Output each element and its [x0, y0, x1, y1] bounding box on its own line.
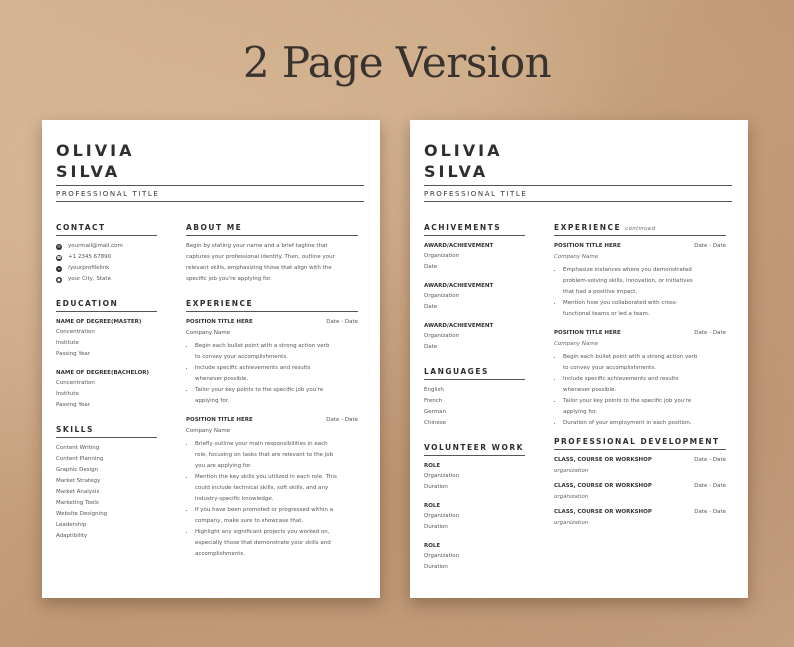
course-org: organization	[554, 520, 589, 526]
achievement-entry	[424, 321, 525, 353]
achievement-org: Organization	[424, 293, 460, 299]
professional-title: PROFESSIONAL TITLE	[56, 190, 160, 198]
institute: Institute	[56, 340, 79, 346]
bullet-item: • Briefly outline your main responsibilities in each role, focusing on tasks that are relevant to the job you are applying for.	[195, 439, 358, 472]
volunteer-duration: Duration	[424, 524, 448, 530]
left-column	[56, 223, 157, 542]
first-name: OLIVIA	[424, 141, 503, 160]
job-entry	[554, 241, 726, 320]
volunteer-duration: Duration	[424, 484, 448, 490]
language-item: French	[424, 398, 443, 404]
company-name: Company Name	[186, 330, 231, 336]
education-heading: EDUCATION	[56, 299, 157, 312]
company-name: Company Name	[554, 254, 599, 260]
bullet-item: • Begin each bullet point with a strong action verb to convey your accomplishments.	[563, 352, 726, 374]
resume-page-1	[42, 120, 380, 598]
about-line: captures your professional identity. Then, outline your	[186, 254, 335, 260]
achievement-date: Date	[424, 304, 438, 310]
volunteer-org: Organization	[424, 473, 460, 479]
job-entry	[186, 415, 358, 560]
degree-name: NAME OF DEGREE(MASTER)	[56, 319, 142, 325]
volunteer-entry	[424, 461, 525, 493]
resume-page-2	[410, 120, 748, 598]
achievement-title: AWARD/ACHIEVEMENT	[424, 243, 494, 249]
languages-heading: LANGUAGES	[424, 367, 525, 380]
language-item: Chinese	[424, 420, 446, 426]
volunteer-role: ROLE	[424, 503, 441, 509]
bullet-list	[554, 352, 726, 429]
course-org: organization	[554, 494, 589, 500]
bullet-item: • Tailor your key points to the specific job you're applying for.	[563, 396, 726, 418]
job-entry	[186, 317, 358, 407]
right-column	[554, 223, 726, 529]
contact-item[interactable]	[56, 274, 157, 285]
left-column	[424, 223, 525, 573]
achievement-title: AWARD/ACHIEVEMENT	[424, 283, 494, 289]
bullet-item: • If you have been promoted or progressed within a company, make sure to showcase that.	[195, 505, 358, 527]
passing-year: Passing Year	[56, 351, 91, 357]
about-text	[186, 241, 358, 285]
contact-item[interactable]	[56, 241, 157, 252]
skill-item: Leadership	[56, 522, 87, 528]
banner-title: 2 Page Version	[242, 38, 552, 87]
volunteer-org: Organization	[424, 553, 460, 559]
degree-name: NAME OF DEGREE(BACHELOR)	[56, 370, 150, 376]
concentration: Concentration	[56, 380, 95, 386]
company-name: Company Name	[186, 428, 231, 434]
achievement-title: AWARD/ACHIEVEMENT	[424, 323, 494, 329]
bullet-item: • Include specific achievements and results whenever possible.	[563, 374, 726, 396]
position-title: POSITION TITLE HERE	[554, 330, 621, 336]
skill-item: Website Designing	[56, 511, 108, 517]
contact-link: /yourprofilelink	[68, 265, 110, 271]
course-title: CLASS, COURSE OR WORKSHOP	[554, 509, 652, 515]
divider	[56, 201, 364, 202]
job-dates: Date - Date	[326, 319, 358, 325]
bullet-list	[554, 265, 726, 320]
achievements-heading: ACHIVEMENTS	[424, 223, 525, 236]
achievement-org: Organization	[424, 253, 460, 259]
company-name: Company Name	[554, 341, 599, 347]
contact-item[interactable]	[56, 252, 157, 263]
skill-item: Market Strategy	[56, 478, 101, 484]
divider	[424, 185, 732, 186]
skills-heading: SKILLS	[56, 425, 157, 438]
bullet-item: • Mention the key skills you utilized in each role. This could include technical skills, soft skills, and any industry-specific knowledge.	[195, 472, 358, 505]
link-icon: ∞	[57, 265, 61, 271]
volunteer-duration: Duration	[424, 564, 448, 570]
achievement-date: Date	[424, 344, 438, 350]
volunteer-entry	[424, 541, 525, 573]
course-org: organization	[554, 468, 589, 474]
bullet-list	[186, 341, 358, 407]
contact-phone: +1 2345 67890	[68, 254, 112, 260]
divider	[56, 185, 364, 186]
volunteer-org: Organization	[424, 513, 460, 519]
mail-icon: ✉	[57, 243, 61, 249]
achievement-entry	[424, 281, 525, 313]
location-icon: ●	[57, 276, 61, 282]
bullet-item: • Tailor your key points to the specific job you're applying for.	[195, 385, 358, 407]
resume-name	[424, 140, 502, 182]
phone-icon: ☎	[56, 254, 62, 260]
course-dates: Date - Date	[694, 457, 726, 463]
contact-location: your City, State	[68, 276, 111, 282]
job-entry	[554, 328, 726, 429]
language-item: German	[424, 409, 447, 415]
about-line: specific job you're applying for.	[186, 276, 272, 282]
skills-list	[56, 443, 157, 542]
skill-item: Adaptibility	[56, 533, 88, 539]
contact-heading: CONTACT	[56, 223, 157, 236]
last-name: SILVA	[56, 162, 121, 181]
bullet-item: • Mention how you collaborated with cross- functional teams or led a team.	[563, 298, 726, 320]
contact-item[interactable]	[56, 263, 157, 274]
course-title: CLASS, COURSE OR WORKSHOP	[554, 483, 652, 489]
volunteer-role: ROLE	[424, 463, 441, 469]
divider	[424, 201, 732, 202]
languages-list	[424, 385, 525, 429]
volunteer-heading: VOLUNTEER WORK	[424, 443, 525, 456]
job-dates: Date - Date	[694, 243, 726, 249]
course-dates: Date - Date	[694, 509, 726, 515]
volunteer-entry	[424, 501, 525, 533]
about-line: Begin by stating your name and a brief tagline that	[186, 243, 328, 249]
institute: Institute	[56, 391, 79, 397]
last-name: SILVA	[424, 162, 489, 181]
achievement-entry	[424, 241, 525, 273]
skill-item: Marketing Tools	[56, 500, 99, 506]
position-title: POSITION TITLE HERE	[186, 319, 253, 325]
volunteer-role: ROLE	[424, 543, 441, 549]
education-entry	[56, 368, 157, 411]
bullet-item: • Include specific achievements and results whenever possible.	[195, 363, 358, 385]
passing-year: Passing Year	[56, 402, 91, 408]
bullet-item: • Highlight any significant projects you worked on, especially those that demonstrate your skills and accomplishments.	[195, 527, 358, 560]
resume-name	[56, 140, 134, 182]
course-dates: Date - Date	[694, 483, 726, 489]
professional-title: PROFESSIONAL TITLE	[424, 190, 528, 198]
skill-item: Content Planning	[56, 456, 104, 462]
experience-heading: EXPERIENCE	[186, 299, 358, 312]
course-title: CLASS, COURSE OR WORKSHOP	[554, 457, 652, 463]
contact-list	[56, 241, 157, 285]
skill-item: Content Writing	[56, 445, 100, 451]
about-line: relevant skills, emphasizing those that align with the	[186, 265, 332, 271]
position-title: POSITION TITLE HERE	[186, 417, 253, 423]
first-name: OLIVIA	[56, 141, 135, 160]
bullet-list	[186, 439, 358, 560]
experience-heading	[554, 223, 726, 236]
job-dates: Date - Date	[694, 330, 726, 336]
bullet-item: • Emphasize instances where you demonstrated problem-solving skills, innovation, or initiatives that had a positive impact.	[563, 265, 726, 298]
achievement-date: Date	[424, 264, 438, 270]
course-entry	[554, 507, 726, 529]
course-entry	[554, 455, 726, 477]
skill-item: Graphic Design	[56, 467, 99, 473]
position-title: POSITION TITLE HERE	[554, 243, 621, 249]
education-entry	[56, 317, 157, 360]
bullet-item: • Begin each bullet point with a strong action verb to convey your accomplishments.	[195, 341, 358, 363]
skill-item: Market Analysis	[56, 489, 100, 495]
development-heading: PROFESSIONAL DEVELOPMENT	[554, 437, 726, 450]
experience-heading-text: EXPERIENCE	[554, 223, 622, 232]
continued-label: continued	[625, 226, 656, 232]
bullet-item: • Duration of your employment in each position.	[563, 418, 726, 429]
about-heading: ABOUT ME	[186, 223, 358, 236]
right-column	[186, 223, 358, 560]
course-entry	[554, 481, 726, 503]
job-dates: Date - Date	[326, 417, 358, 423]
language-item: English	[424, 387, 444, 393]
contact-email: yourmail@mail.com	[68, 243, 123, 249]
achievement-org: Organization	[424, 333, 460, 339]
concentration: Concentration	[56, 329, 95, 335]
